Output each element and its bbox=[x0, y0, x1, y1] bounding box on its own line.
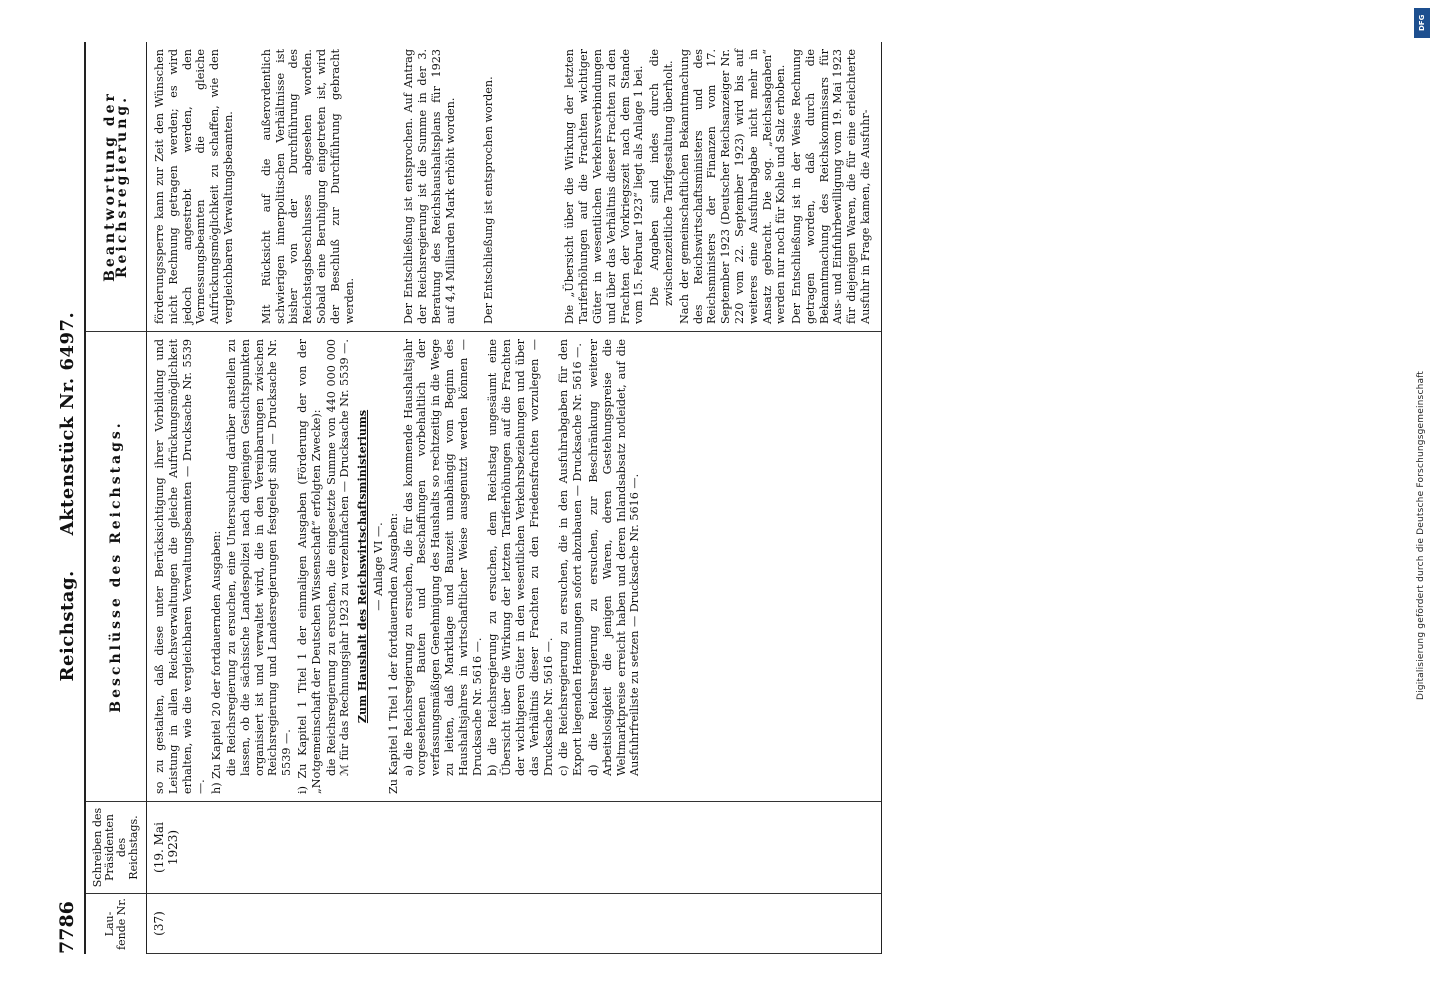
answer-2: Mit Rücksicht auf die außerordentlich schwierigen innerpolitischen Verhältnisse ist bisher von der Durchführung des Reichstagsbeschlusses abgesehen worden. Sobald eine Beruhigung eingetreten ist, wird der Beschluß zur Durchführung gebracht werden. bbox=[259, 49, 356, 324]
document-table bbox=[86, 42, 882, 954]
answer-8: Der Entschließung ist in der Weise Rechnung getragen worden, daß durch die Bekanntmachung des Reichskommissars für Aus- und Einfuhrbewilligung vom 19. Mai 1923 für diejenigen Waren, die für eine erleichterte Ausfuhr in Frage kamen, die Ausfuhr- bbox=[790, 49, 873, 324]
decisions-cell bbox=[147, 332, 881, 802]
answer-3: Der Entschließung ist entsprochen. Auf Antrag der Reichsregierung ist die Summe in der 3. Beratung des Reichshaushaltsplans für 1923 auf 4,4 Milliarden Mark erhöht worden. bbox=[402, 49, 457, 324]
page-number: 7786 bbox=[56, 901, 78, 954]
answers-cell bbox=[147, 42, 881, 332]
decision-b: b) die Reichsregierung zu ersuchen, dem Reichstag ungesäumt eine Übersicht über die Wirkung der letzten Tariferhöhungen auf die Frachten der wichtigeren Güter in den wesentlichen Verkehrsbeziehungen und über das Verhältnis dieser Frachten zu den Friedensfrachten vorzulegen — Drucksache Nr. 5616 —. bbox=[486, 339, 555, 776]
decision-i-head: i) Zu Kapitel 1 Titel 1 der einmaligen Ausgaben (Förderung der von der „Notgemeinschaft der Deutschen Wissenschaft“ erfolgten Zwecke): bbox=[295, 339, 323, 794]
title-right: Aktenstück Nr. 6497. bbox=[57, 311, 78, 536]
decision-kapitel-head: Zu Kapitel 1 Titel 1 der fortdauernden Ausgaben: bbox=[386, 513, 400, 794]
answer-5: Die „Übersicht über die Wirkung der letzten Tariferhöhungen auf die Frachten wichtiger Güter in wesentlichen Verkehrsverbindungen und über das Verhältnis dieser Frachten zu den Frachten der Vorkriegszeit nach dem Stande vom 15. Februar 1923“ liegt als Anlage 1 bei. bbox=[563, 49, 646, 324]
answer-6: Die Angaben sind indes durch die zwischenzeitliche Tarifgestaltung überholt. bbox=[648, 49, 675, 306]
decision-h-head: h) Zu Kapitel 20 der fortdauernden Ausgaben: bbox=[210, 530, 224, 794]
decision-p1: so zu gestalten, daß diese unter Berücksichtigung ihrer Vorbildung und Leistung in allen Reichsverwaltungen die gleiche Aufrückungsmöglichkeit erhalten, wie die vergleichbaren Verwaltungsbeamten — Drucksache Nr. 5539 —. bbox=[153, 339, 208, 794]
answer-4: Der Entschließung ist entsprochen worden. bbox=[481, 76, 495, 324]
row-date: (19. Mai 1923) bbox=[147, 802, 881, 894]
column-header-letter: Schreiben des Präsidenten des Reichstags. bbox=[86, 802, 147, 894]
decision-c: c) die Reichsregierung zu ersuchen, die in den Ausfuhrabgaben für den Export liegenden Hemmungen sofort abzubauen — Drucksache Nr. 5616 —. bbox=[557, 339, 585, 776]
answer-7: Nach der gemeinschaftlichen Bekanntmachung des Reichswirtschaftsministers und des Reichsministers der Finanzen vom 17. September 1923 (Deutscher Reichsanzeiger Nr. 220 vom 22. September 1923) wird bis auf weiteres eine Ausfuhrabgabe nicht mehr in Ansatz gebracht. Die sog. „Reichsabgaben“ werden nur noch für Kohle und Salz erhoben. bbox=[677, 49, 788, 324]
dfg-logo: DFG bbox=[1414, 8, 1430, 38]
answer-1: förderungssperre kann zur Zeit den Wünschen nicht Rechnung getragen werden; es wird jedoch angestrebt werden, den Vermessungsbeamten die gleiche Aufrückungsmöglichkeit zu schaffen, wie den vergleichbaren Verwaltungsbeamten. bbox=[153, 49, 235, 324]
column-header-decisions: Beschlüsse des Reichstags. bbox=[86, 332, 147, 802]
decision-i-body: die Reichsregierung zu ersuchen, die eingesetzte Summe von 440 000 000 ℳ für das Rechnungsjahr 1923 zu verzehnfachen — Drucksache Nr. 5539 —. bbox=[324, 339, 352, 776]
page-title bbox=[57, 298, 78, 696]
column-header-answers: Beantwortung der Reichsregierung. bbox=[86, 42, 147, 332]
title-left: Reichstag. bbox=[57, 570, 78, 682]
row-number: (37) bbox=[147, 894, 881, 954]
column-header-number: Lau-fende Nr. bbox=[86, 894, 147, 954]
page-header bbox=[56, 42, 78, 954]
section-subtitle: — Anlage VI —. bbox=[371, 522, 385, 611]
digitization-note: Digitalisierung gefördert durch die Deutsche Forschungsgemeinschaft bbox=[1416, 370, 1426, 700]
section-title: Zum Haushalt des Reichswirtschaftsministeriums bbox=[355, 409, 370, 724]
decision-a: a) die Reichsregierung zu ersuchen, die für das kommende Haushaltsjahr vorgesehenen Bauten und Beschaffungen vorbehaltlich der verfassungsmäßigen Genehmigung des Haushalts so rechtzeitig in die Wege zu leiten, daß Marktlage und Bauzeit unabhängig vom Beginn des Haushaltsjahres in wirtschaftlicher Weise ausgenutzt werden können — Drucksache Nr. 5616 —. bbox=[401, 339, 484, 776]
decision-h-body: die Reichsregierung zu ersuchen, eine Untersuchung darüber anstellen zu lassen, ob die sächsische Landespolizei nach denjenigen Gesichtspunkten organisiert ist und verwaltet wird, die in den Vereinbarungen zwischen Reichsregierung und Landesregierungen festgelegt sind — Drucksache Nr. 5539 —. bbox=[224, 339, 294, 776]
decision-d: d) die Reichsregierung zu ersuchen, zur Beschränkung weiterer Arbeitslosigkeit die jenigen Waren, deren Gestehungspreise die Weltmarktpreise erreicht haben und deren Inlandsabsatz notleidet, auf die Ausfuhrfreiliste zu setzen — Drucksache Nr. 5616 —. bbox=[586, 339, 642, 776]
document-page bbox=[42, 20, 1392, 980]
